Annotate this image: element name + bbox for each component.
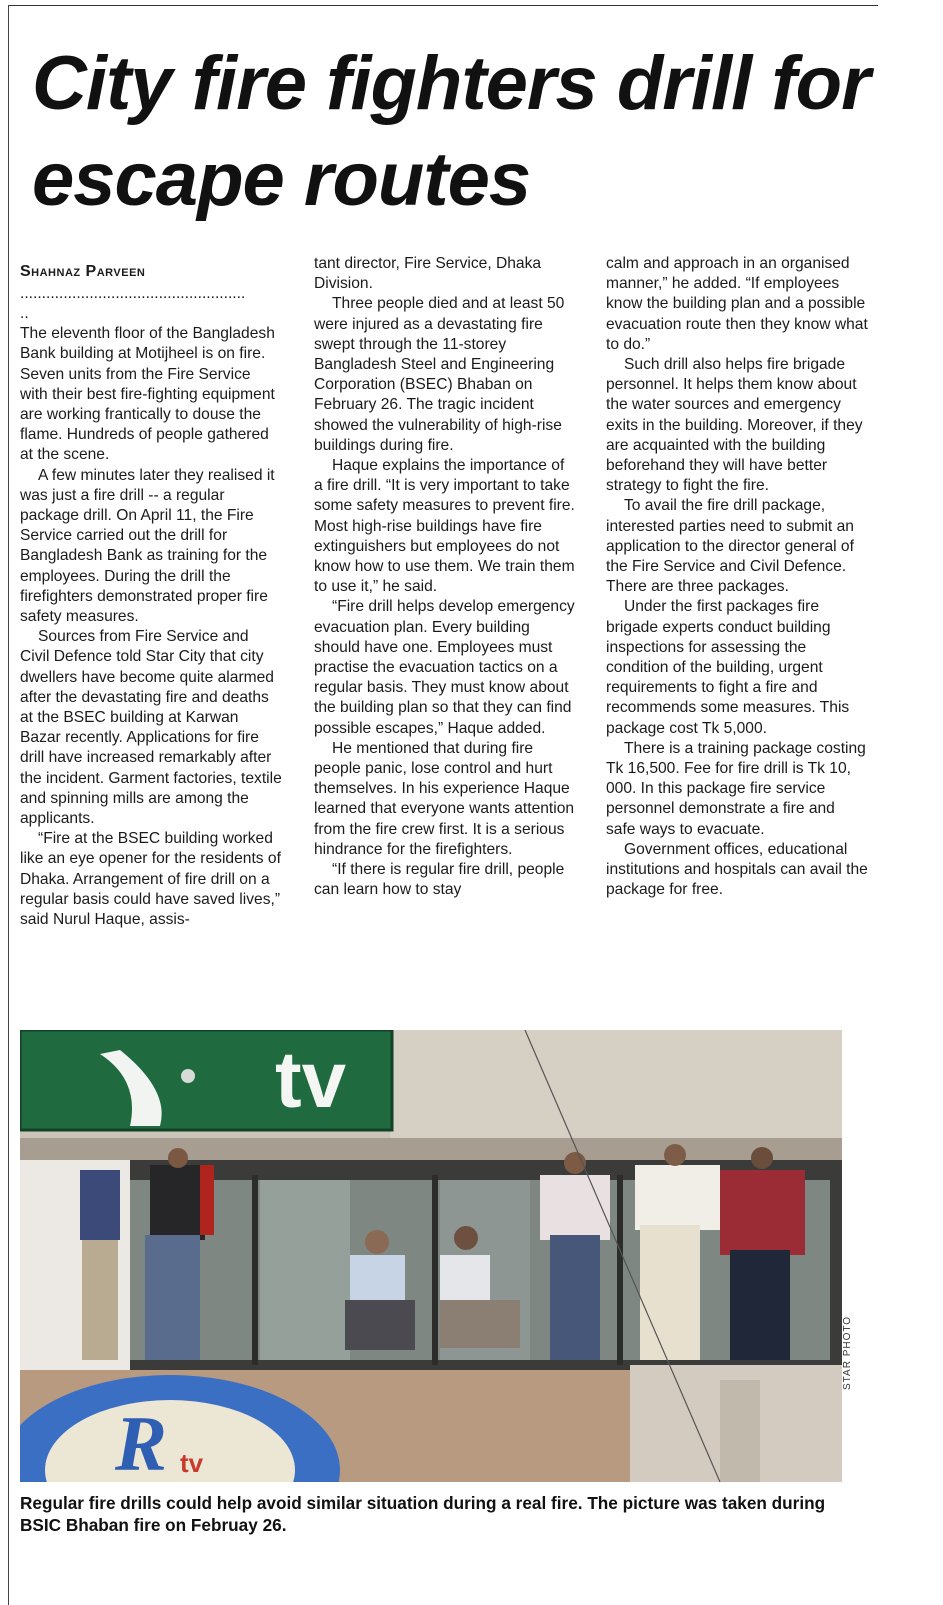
sign-bottom-text: R [115,1400,168,1482]
column-3 [606,254,868,901]
paragraph: Sources from Fire Service and Civil Defence told Star City that city dwellers have become quite alarmed after the devastating fire and deaths at the BSEC building at Karwan Bazar recently. Applications for fire drill have increased remarkably after the incident. Garment factories, textile and spinning mills are among the applicants. [20,628,282,828]
column-1 [20,262,282,930]
paragraph: tant director, Fire Service, Dhaka Division. [314,255,542,293]
paragraph: There is a training package costing Tk 16,500. Fee for fire drill is Tk 10, 000. In this package fire service personnel demonstrate a fire and safe ways to evacuate. [606,739,866,838]
paragraph: “Fire drill helps develop emergency evacuation plan. Every building should have one. Employees must practise the evacuation tactics on a regular basis. They must know about the building plan so that they can find possible escapes,” Haque added. [314,598,575,737]
paragraph: Three people died and at least 50 were injured as a devastating fire swept through the 11-storey Bangladesh Steel and Engineering Corporation (BSEC) Bhaban on February 26. The tragic incident showed the vulnerability of high-rise buildings during fire. [314,295,565,454]
paragraph: Haque explains the importance of a fire drill. “It is very important to take some safety measures to prevent fire. Most high-rise buildings have fire extinguishers but employees do not know how to use them. We train them to use it,” he said. [314,457,575,596]
sign-top-text: tv [275,1035,347,1124]
column-2 [314,254,576,901]
news-photo [20,1030,842,1482]
paragraph: Under the first packages fire brigade experts conduct building inspections for assessing the condition of the building, urgent requirements to fight a fire and recommends some measures. This package cost Tk 5,000. [606,598,850,737]
paragraph: A few minutes later they realised it was just a fire drill -- a regular package drill. On April 11, the Fire Service carried out the drill for Bangladesh Bank as training for the employees. During the drill the firefighters demonstrated proper fire safety measures. [20,466,275,626]
paragraph: calm and approach in an organised manner,” he added. “If employees know the building plan and a possible evacuation route then they know what to do.” [606,255,868,353]
byline-name: Shahnaz Parveen [20,263,146,280]
paragraph: He mentioned that during fire people panic, lose control and hurt themselves. In his experience Haque learned that everyone wants attention from the fire crew first. It is a serious hindrance for the firefighters. [314,739,575,858]
photo-credit: STAR PHOTO [842,1315,853,1390]
paragraph: The eleventh floor of the Bangladesh Bank building at Motijheel is on fire. Seven units from the Fire Service with their best fire-fighting equipment are working frantically to douse the flame. Hundreds of people gathered at the scene. [20,325,275,464]
top-rule [8,5,878,6]
left-rule [8,5,9,1605]
paragraph: Government offices, educational institutions and hospitals can avail the package for free. [606,840,868,899]
article-body [20,255,880,1002]
byline-dots-end: .. [20,305,29,323]
byline [20,262,282,282]
photo-caption: Regular fire drills could help avoid similar situation during a real fire. The picture was taken during BSIC Bhaban fire on Februay 26. [20,1493,826,1535]
headline: City fire fighters drill for escape routes [32,41,870,222]
paragraph: Such drill also helps fire brigade personnel. It helps them know about the water sources and emergency exits in the building. Moreover, if they are acquainted with the building beforehand they will have better strategy to fight the fire. [606,356,863,495]
paragraph: “Fire at the BSEC building worked like an eye opener for the residents of Dhaka. Arrangement of fire drill on a regular basis could have saved lives,” said Nurul Haque, assis- [20,830,281,929]
sign-bottom-small-text: tv [180,1448,204,1478]
paragraph: “If there is regular fire drill, people can learn how to stay [314,861,565,899]
byline-dots: .................................................... [20,285,246,303]
paragraph: To avail the fire drill package, interested parties need to submit an application to the director general of the Fire Service and Civil Defence. There are three packages. [606,497,854,596]
